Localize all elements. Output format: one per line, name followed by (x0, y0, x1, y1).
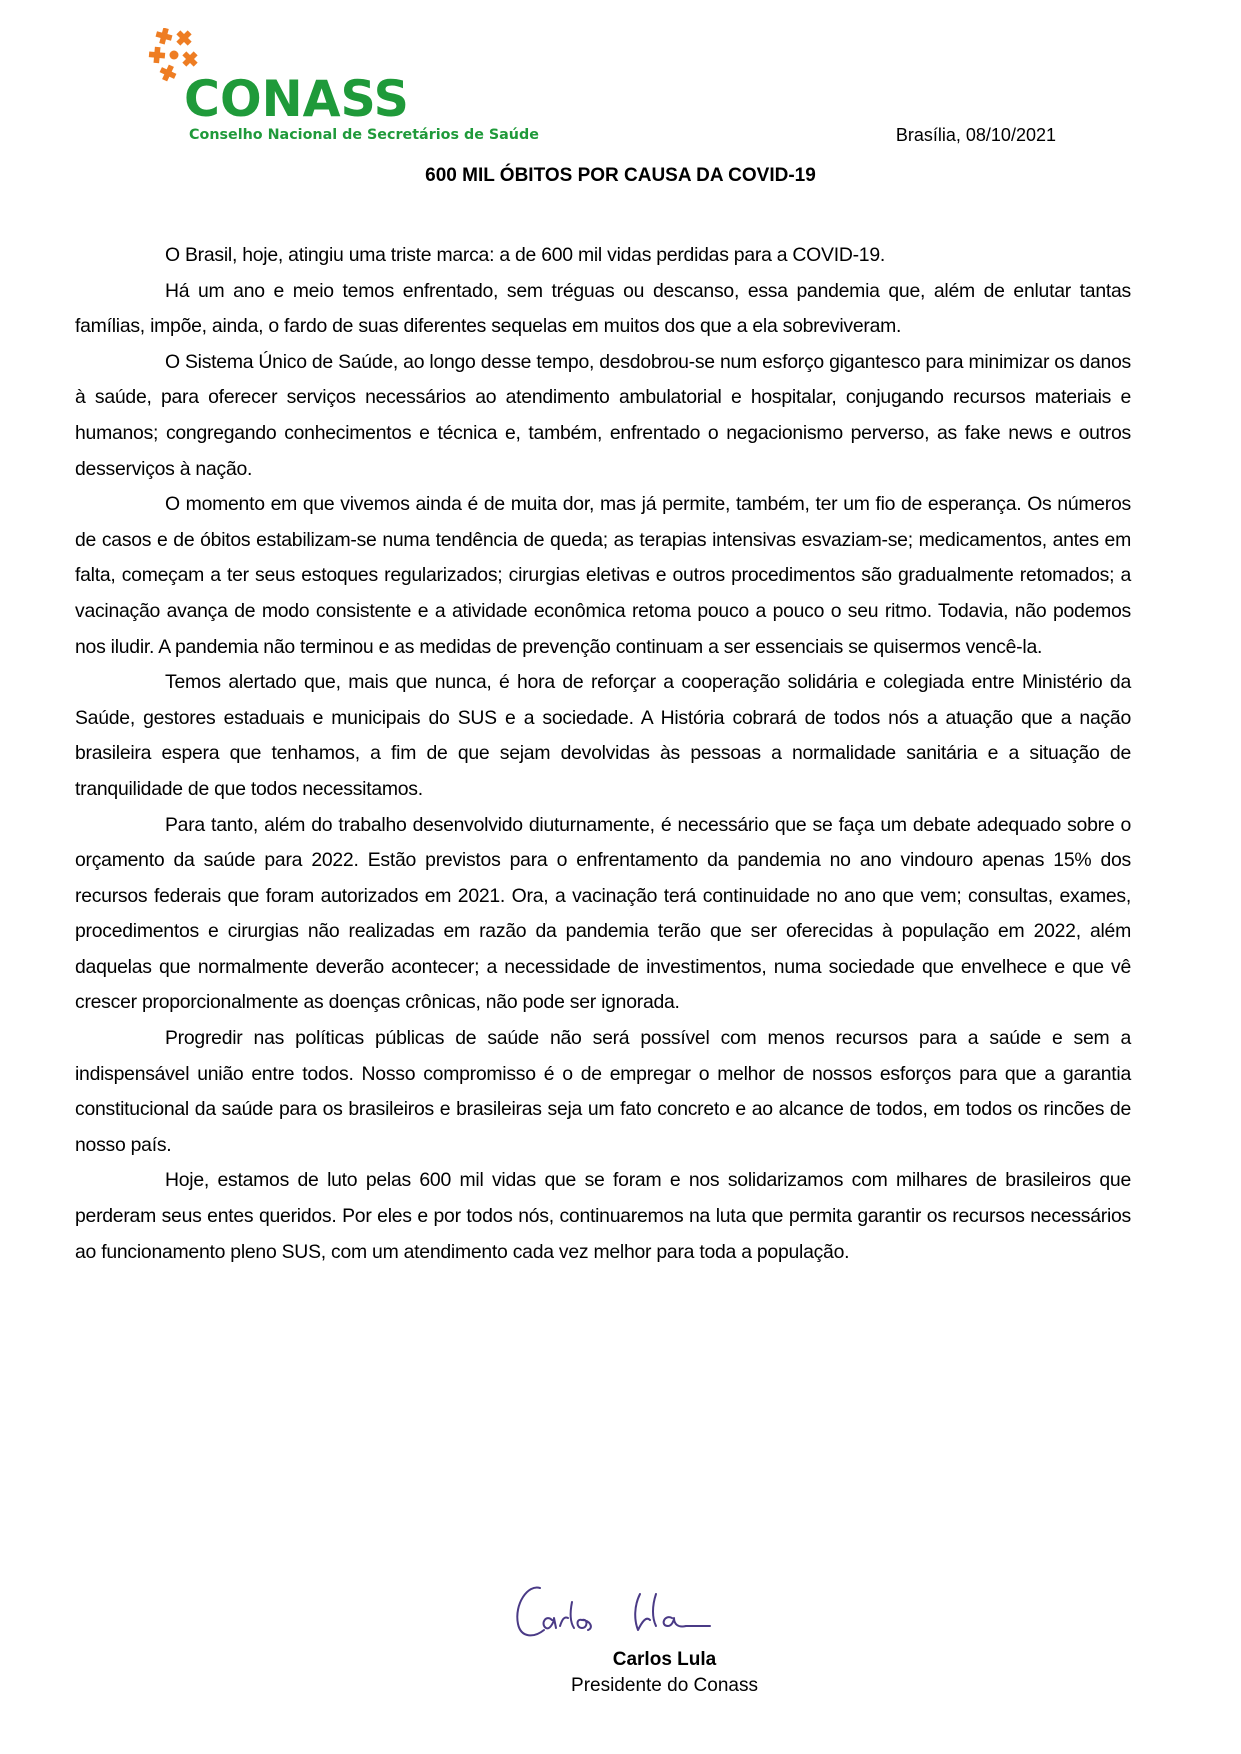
document-date: Brasília, 08/10/2021 (895, 125, 1056, 145)
paragraph: Temos alertado que, mais que nunca, é hora de reforçar a cooperação solidária e colegiada entre Ministério da Saúde, gestores estaduais e municipais do SUS e a sociedade. A História cobrará de todos nós a atuação que a nação brasileira espera que tenhamos, a fim de que sejam devolvidas às pessoas a normalidade sanitária e a situação de tranquilidade de que todos necessitamos. (75, 671, 1131, 800)
document-title: 600 MIL ÓBITOS POR CAUSA DA COVID-19 (425, 165, 816, 186)
logo-wordmark: CONASS (184, 70, 409, 128)
handwritten-signature (510, 1580, 760, 1650)
conass-logo (148, 28, 539, 148)
paragraph: O momento em que vivemos ainda é de muita dor, mas já permite, também, ter um fio de esperança. Os números de casos e de óbitos estabilizam-se numa tendência de queda; as terapias intensivas esvaziam-se; medicamentos, antes em falta, começam a ter seus estoques regularizados; cirurgias eletivas e outros procedimentos são gradualmente retomados; a vacinação avança de modo consistente e a atividade econômica retoma pouco a pouco o seu ritmo. Todavia, não podemos nos iludir. A pandemia não terminou e as medidas de prevenção continuam a ser essenciais se quisermos vencê-la. (75, 493, 1131, 658)
document-body (75, 238, 1131, 1270)
paragraph: O Brasil, hoje, atingiu uma triste marca: a de 600 mil vidas perdidas para a COVID-19. (165, 244, 885, 266)
logo-subtitle: Conselho Nacional de Secretários de Saúde (189, 127, 539, 143)
paragraph: Para tanto, além do trabalho desenvolvido diuturnamente, é necessário que se faça um debate adequado sobre o orçamento da saúde para 2022. Estão previstos para o enfrentamento da pandemia no ano vindouro apenas 15% dos recursos federais que foram autorizados em 2021. Ora, a vacinação terá continuidade no ano que vem; consultas, exames, procedimentos e cirurgias não realizadas em razão da pandemia terão que ser oferecidas à população em 2022, além daquelas que normalmente deverão acontecer; a necessidade de investimentos, numa sociedade que envelhece e que vê crescer proporcionalmente as doenças crônicas, não pode ser ignorada. (75, 813, 1131, 1014)
paragraph: Progredir nas políticas públicas de saúde não será possível com menos recursos para a saúde e sem a indispensável união entre todos. Nosso compromisso é o de empregar o melhor de nossos esforços para que a garantia constitucional da saúde para os brasileiros e brasileiras seja um fato concreto e ao alcance de todos, em todos os rincões de nosso país. (75, 1027, 1131, 1156)
paragraph: Há um ano e meio temos enfrentado, sem tréguas ou descanso, essa pandemia que, além de enlutar tantas famílias, impõe, ainda, o fardo de suas diferentes sequelas em muitos dos que a ela sobreviveram. (75, 279, 1131, 338)
paragraph: O Sistema Único de Saúde, ao longo desse tempo, desdobrou-se num esforço gigantesco para minimizar os danos à saúde, para oferecer serviços necessários ao atendimento ambulatorial e hospitalar, conjugando recursos materiais e humanos; congregando conhecimentos e técnica e, também, enfrentado o negacionismo perverso, as fake news e outros desserviços à nação. (75, 350, 1131, 480)
signatory-role: Presidente do Conass (571, 1675, 758, 1696)
signatory-name: Carlos Lula (612, 1649, 717, 1670)
paragraph: Hoje, estamos de luto pelas 600 mil vidas que se foram e nos solidarizamos com milhares de brasileiros que perderam seus entes queridos. Por eles e por todos nós, continuaremos na luta que permita garantir os recursos necessários ao funcionamento pleno SUS, com um atendimento cada vez melhor para toda a população. (75, 1169, 1131, 1263)
